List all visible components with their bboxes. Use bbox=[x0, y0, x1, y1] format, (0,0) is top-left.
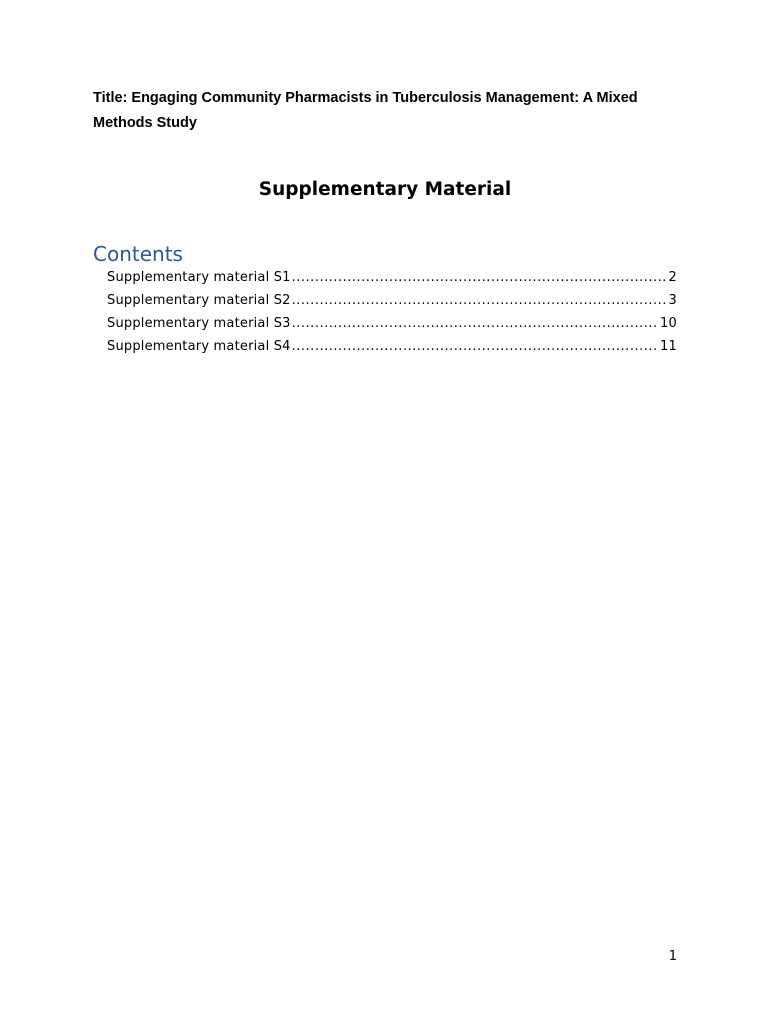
toc-entry-s4[interactable] bbox=[107, 335, 677, 358]
toc-entry-page: 10 bbox=[660, 316, 677, 331]
toc-entry-label: Supplementary material S2 bbox=[107, 293, 291, 308]
table-of-contents bbox=[107, 266, 677, 358]
contents-heading: Contents bbox=[93, 242, 183, 266]
toc-entry-page: 11 bbox=[660, 339, 677, 354]
toc-leader-dots bbox=[292, 312, 659, 335]
toc-entry-s2[interactable] bbox=[107, 289, 677, 312]
page-number: 1 bbox=[668, 949, 677, 964]
toc-entry-page: 2 bbox=[668, 270, 677, 285]
toc-entry-page: 3 bbox=[668, 293, 677, 308]
toc-entry-s1[interactable] bbox=[107, 266, 677, 289]
toc-leader-dots bbox=[292, 266, 668, 289]
toc-leader-dots bbox=[292, 289, 668, 312]
toc-entry-label: Supplementary material S3 bbox=[107, 316, 291, 331]
toc-entry-label: Supplementary material S1 bbox=[107, 270, 291, 285]
toc-entry-s3[interactable] bbox=[107, 312, 677, 335]
toc-leader-dots bbox=[292, 335, 659, 358]
document-title: Title: Engaging Community Pharmacists in Tuberculosis Management: A Mixed Methods Study bbox=[93, 90, 638, 131]
supplementary-material-heading: Supplementary Material bbox=[258, 179, 512, 200]
toc-entry-label: Supplementary material S4 bbox=[107, 339, 291, 354]
